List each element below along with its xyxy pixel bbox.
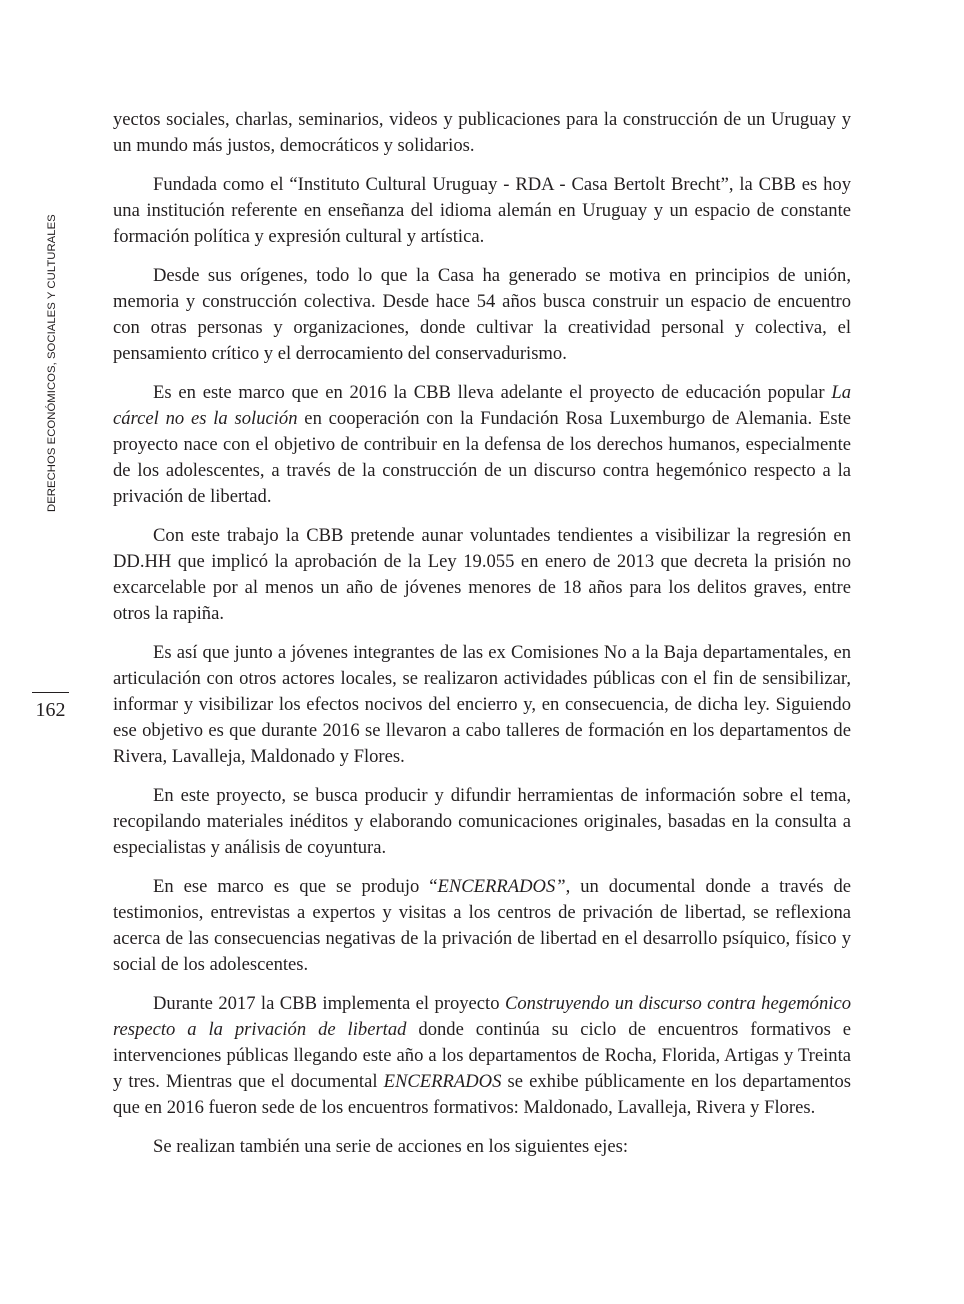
paragraph-5: Con este trabajo la CBB pretende aunar voluntades tendientes a visibilizar la regresión en DD.HH que implicó la aprobación de la Ley 19.055 en enero de 2013 que decreta la prisión no excarcelable por al menos un año de jóvenes menores de 18 años para los delitos graves, entre otros la rapiña. <box>113 524 851 624</box>
paragraph-4 <box>113 380 851 510</box>
paragraph-8 <box>113 874 851 978</box>
paragraph-9 <box>113 991 851 1121</box>
paragraph-10: Se realizan también una serie de acciones en los siguientes ejes: <box>153 1135 628 1157</box>
paragraph-3: Desde sus orígenes, todo lo que la Casa ha generado se motiva en principios de unión, memoria y construcción colectiva. Desde hace 54 años busca construir un espacio de encuentro con otras personas y organizaciones, donde cultivar la creatividad personal y colectiva, el pensamiento crítico y el derrocamiento del conservadurismo. <box>113 264 851 364</box>
paragraph-4-text-end: en cooperación con la Fundación Rosa Luxemburgo de Alemania. Este proyecto nace con el objetivo de contribuir en la defensa de los derechos humanos, especialmente de los adolescentes, a través de la construcción de un discurso contra hegemónico respecto a la privación de libertad. <box>113 407 851 507</box>
body-text <box>113 107 851 1172</box>
running-header: DERECHOS ECONÓMICOS, SOCIALES Y CULTURALES <box>46 214 58 512</box>
paragraph-9-text-start: Durante 2017 la CBB implementa el proyecto <box>153 992 505 1014</box>
page-number-rule <box>32 692 69 693</box>
paragraph-6: Es así que junto a jóvenes integrantes de las ex Comisiones No a la Baja departamentales, en articulación con otros actores locales, se realizaron actividades públicas con el fin de sensibilizar, informar y visibilizar los efectos nocivos del encierro y, en consecuencia, de dicha ley. Siguiendo ese objetivo es que durante 2016 se llevaron a cabo talleres de formación en los departamentos de Rivera, Lavalleja, Maldonado y Flores. <box>113 641 851 768</box>
paragraph-1: yectos sociales, charlas, seminarios, videos y publicaciones para la construcción de un Uruguay y un mundo más justos, democráticos y solidarios. <box>113 109 851 157</box>
paragraph-2: Fundada como el “Instituto Cultural Uruguay - RDA - Casa Bertolt Brecht”, la CBB es hoy una institución referente en enseñanza del idioma alemán en Uruguay y un espacio de constante formación política y expresión cultural y artística. <box>113 173 851 247</box>
paragraph-4-text-start: Es en este marco que en 2016 la CBB lleva adelante el proyecto de educación popular <box>153 381 832 403</box>
paragraph-9-text-end: se exhibe públicamente en los departamentos que en 2016 fueron sede de los encuentros formativos: Maldonado, Lavalleja, Rivera y Flores. <box>113 1070 851 1118</box>
project-title-italic: La cárcel no es la solución <box>113 381 851 429</box>
paragraph-9-text-middle: donde continúa su ciclo de encuentros formativos e intervenciones públicas llegando este año a los departamentos de Rocha, Florida, Artigas y Treinta y tres. Mientras que el documental <box>113 1018 851 1092</box>
documentary-title-italic: ENCERRADOS” <box>437 875 566 897</box>
page-number: 162 <box>35 699 66 721</box>
paragraph-8-text-start: En ese marco es que se produjo “ <box>153 875 438 897</box>
paragraph-8-text-end: , un documental donde a través de testimonios, entrevistas a expertos y visitas a los centros de privación de libertad, se reflexiona acerca de las consecuencias negativas de la privación de libertad en el desarrollo psíquico, físico y social de los adolescentes. <box>113 875 852 975</box>
documentary-name-italic: ENCERRADOS <box>383 1070 502 1092</box>
paragraph-7: En este proyecto, se busca producir y difundir herramientas de información sobre el tema, recopilando materiales inéditos y elaborando comunicaciones originales, basadas en la consulta a especialistas y análisis de coyuntura. <box>113 784 851 858</box>
project-2017-title-italic: Construyendo un discurso contra hegemónico respecto a la privación de libertad <box>113 992 851 1040</box>
